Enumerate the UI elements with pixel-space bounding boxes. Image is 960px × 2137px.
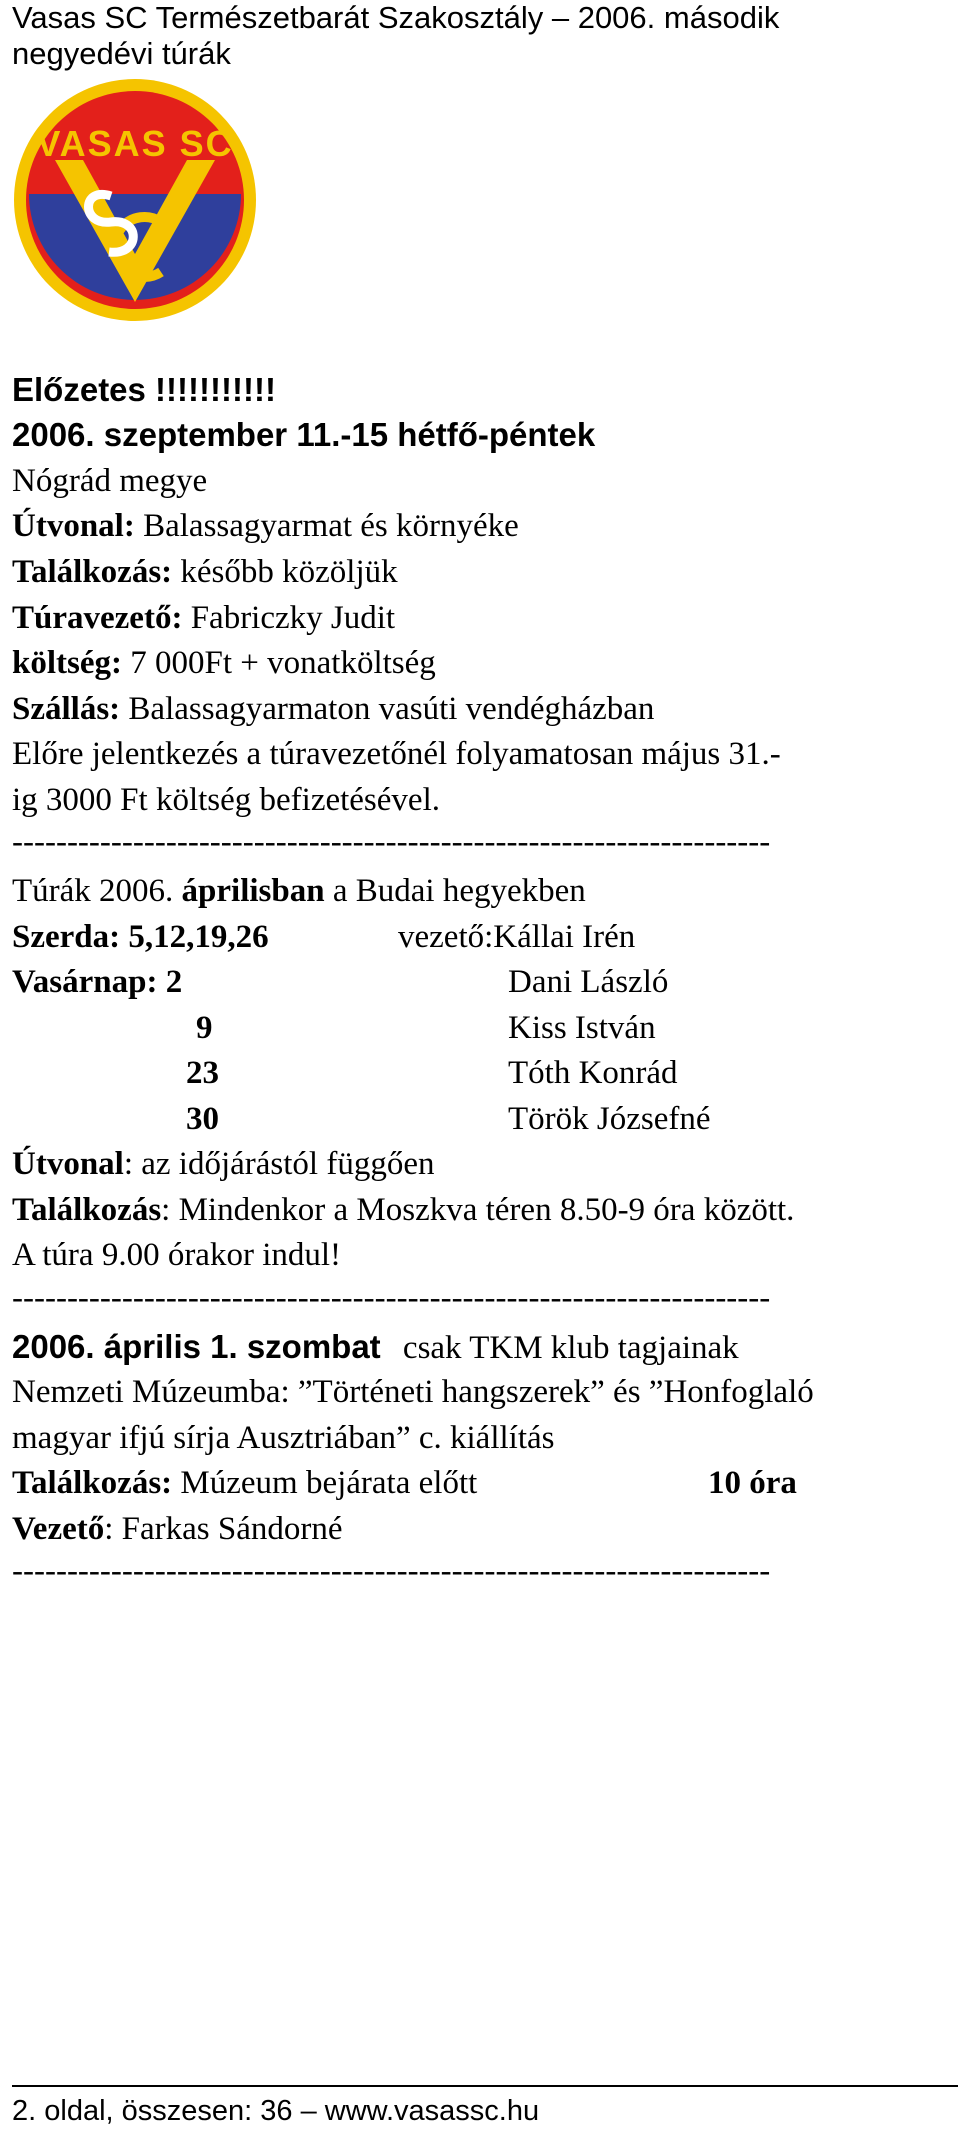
preview-leader [12,598,395,638]
preview-lodging [12,689,654,729]
meeting-label: Találkozás: [12,554,173,590]
april-intro [12,871,586,911]
leader-label: Túravezető: [12,600,183,636]
logo-text: VASAS SC [36,123,234,164]
sunday-day-9: 9 [196,1010,213,1046]
event-leader-value: : Farkas Sándorné [104,1511,343,1547]
preview-date: 2006. szeptember 11.-15 hétfő-péntek [12,416,596,453]
preview-note-line2: ig 3000 Ft költség befizetésével. [12,782,440,818]
separator-line: --------------------------------------------------------------------- [12,1553,771,1589]
sunday-leader-2: Dani László [508,964,669,1000]
preview-county: Nógrád megye [12,463,208,499]
sunday-leader-23: Tóth Konrád [508,1055,678,1091]
event-leader [12,1509,343,1549]
preview-cost [12,643,436,683]
cost-value: 7 000Ft + vonatköltség [130,645,436,681]
separator-line: --------------------------------------------------------------------- [12,1280,771,1316]
event-time: 10 óra [708,1465,797,1501]
sunday-day-30: 30 [186,1101,219,1137]
sunday-leader-9: Kiss István [508,1010,656,1046]
meeting-value: később közöljük [180,554,398,590]
april-meeting-value: : Mindenkor a Moszkva téren 8.50-9 óra között. [161,1192,795,1228]
event-line1: Nemzeti Múzeumba: ”Történeti hangszerek” és ”Honfoglaló [12,1374,814,1410]
april-route [12,1144,435,1184]
preview-meeting [12,552,398,592]
april-route-value: : az időjárástól függően [123,1146,435,1182]
lodging-value: Balassagyarmaton vasúti vendégházban [128,691,655,727]
wednesday-leader [398,917,635,957]
april-intro-post: a Budai hegyekben [332,873,586,909]
event-meeting-value: Múzeum bejárata előtt [180,1465,478,1501]
event-meeting-label: Találkozás: [12,1465,173,1501]
sunday-day-23: 23 [186,1055,219,1091]
sunday-leader-30: Török Józsefné [508,1101,711,1137]
event-note: csak TKM klub tagjainak [402,1330,739,1366]
event-line2: magyar ifjú sírja Ausztriában” c. kiállítás [12,1420,555,1456]
cost-label: költség: [12,645,122,681]
wednesday-leader-label: vezető: [398,919,494,955]
route-value: Balassagyarmat és környéke [143,508,519,544]
event-date: 2006. április 1. szombat [12,1328,381,1365]
separator-line: --------------------------------------------------------------------- [12,824,771,860]
footer-rule [12,2085,958,2087]
april-intro-pre: Túrák 2006. [12,873,174,909]
leader-value: Fabriczky Judit [190,600,396,636]
event-header [12,1327,739,1368]
event-meeting [12,1463,477,1503]
page-footer: 2. oldal, összesen: 36 – www.vasassc.hu [12,2095,540,2127]
vasas-sc-logo-icon [11,76,259,324]
page-header-title: Vasas SC Természetbarát Szakosztály – 2006. második negyedévi túrák [12,0,780,71]
wednesday-label: Szerda: 5,12,19,26 [12,919,269,955]
sunday-label: Vasárnap: 2 [12,964,183,1000]
lodging-label: Szállás: [12,691,121,727]
preview-note-line1: Előre jelentkezés a túravezetőnél folyamatosan május 31.- [12,736,781,772]
april-route-label: Útvonal [12,1146,124,1182]
preview-heading: Előzetes !!!!!!!!!!! [12,371,276,408]
april-meeting-label: Találkozás [12,1192,162,1228]
april-meeting [12,1190,794,1230]
april-start: A túra 9.00 órakor indul! [12,1237,342,1273]
wednesday-leader-name: Kállai Irén [493,919,636,955]
event-leader-label: Vezető [12,1511,105,1547]
april-intro-bold: áprilisban [181,873,325,909]
route-label: Útvonal: [12,508,135,544]
preview-route [12,506,519,546]
